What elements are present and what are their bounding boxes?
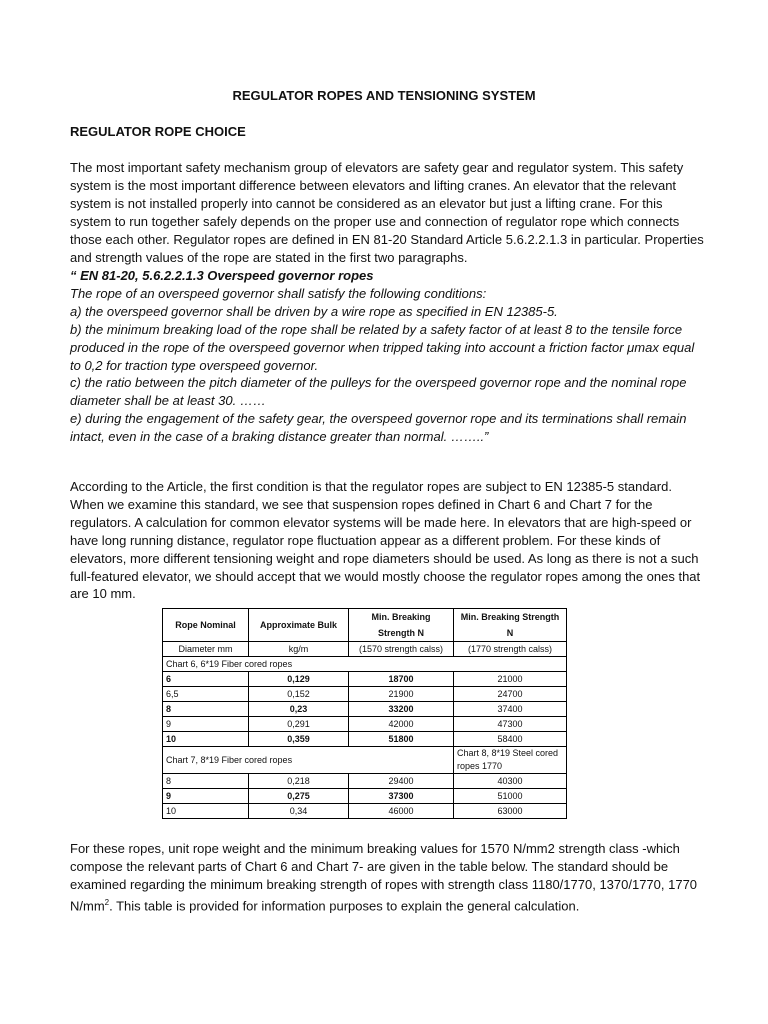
header-cell: Rope Nominal xyxy=(163,609,249,642)
cell-strength-1570: 37300 xyxy=(349,789,454,804)
cell-strength-1770: 47300 xyxy=(454,717,567,732)
cell-strength-1570: 21900 xyxy=(349,687,454,702)
table-header-row xyxy=(163,609,567,642)
rope-specs-table xyxy=(162,608,567,819)
cell-strength-1770: 24700 xyxy=(454,687,567,702)
cell-weight: 0,275 xyxy=(249,789,349,804)
cell-weight: 0,218 xyxy=(249,774,349,789)
chart8-label: Chart 8, 8*19 Steel cored ropes 1770 xyxy=(454,747,567,774)
cell-strength-1570: 29400 xyxy=(349,774,454,789)
cell-weight: 0,291 xyxy=(249,717,349,732)
superscript: 2 xyxy=(104,897,110,907)
header-cell: Approximate Bulk xyxy=(249,609,349,642)
quote-heading: “ EN 81-20, 5.6.2.2.1.3 Overspeed governor ropes xyxy=(70,268,374,283)
table-row xyxy=(163,717,567,732)
cell-diameter: 6 xyxy=(163,672,249,687)
table-section-row xyxy=(163,657,567,672)
cell-diameter: 6,5 xyxy=(163,687,249,702)
cell-diameter: 9 xyxy=(163,789,249,804)
cell-strength-1770: 21000 xyxy=(454,672,567,687)
cell-strength-1770: 51000 xyxy=(454,789,567,804)
cell-strength-1770: 63000 xyxy=(454,804,567,819)
cell-strength-1770: 40300 xyxy=(454,774,567,789)
analysis-paragraph: According to the Article, the first condition is that the regulator ropes are subject to EN 12385-5 standard. When we examine this standard, we see that suspension ropes defined in Chart 6 and Chart 7 for the regulators. A calculation for common elevator systems will be made here. In elevators that are high-speed or have long running distance, regulator rope fluctuation appear as a different problem. For these kinds of elevators, more different tensioning weight and rope diameters should be used. As long as there is not a such full-featured elevator, we should accept that we would mostly choose the regulator ropes among the ones that are 10 mm. xyxy=(70,479,701,602)
quote-line: b) the minimum breaking load of the rope shall be related by a safety factor of at least 8 to the tensile force produced in the rope of the overspeed governor when tripped taking into account a friction factor μmax equal to 0,2 for traction type overspeed governor. xyxy=(70,321,695,373)
quote-line: a) the overspeed governor shall be driven by a wire rope as specified in EN 12385-5. xyxy=(70,303,558,319)
quote-line: The rope of an overspeed governor shall satisfy the following conditions: xyxy=(70,285,487,301)
subheader-cell: (1570 strength calss) xyxy=(349,642,454,657)
header-cell: Min. Breaking Strength N xyxy=(454,609,567,642)
cell-strength-1570: 33200 xyxy=(349,702,454,717)
cell-strength-1770: 37400 xyxy=(454,702,567,717)
closing-text-end: . This table is provided for information purposes to explain the general calculation. xyxy=(109,898,580,914)
table-row xyxy=(163,672,567,687)
table-row xyxy=(163,804,567,819)
cell-strength-1570: 42000 xyxy=(349,717,454,732)
cell-diameter: 10 xyxy=(163,732,249,747)
cell-weight: 0,34 xyxy=(249,804,349,819)
quote-line: e) during the engagement of the safety gear, the overspeed governor rope and its terminations shall remain intact, even in the case of a braking distance greater than normal. ……..” xyxy=(70,411,687,445)
cell-weight: 0,359 xyxy=(249,732,349,747)
intro-paragraph: The most important safety mechanism group of elevators are safety gear and regulator system. This safety system is the most important difference between elevators and lifting cranes. An elevator that the relevant system is not installed properly into cannot be considered as an elevator but just a lifting crane. For this system to run together safely depends on the proper use and connection of regulator rope which connects those each other. Regulator ropes are defined in EN 81-20 Standard Article 5.6.2.2.1.3 in particular. Properties and strength values of the rope are stated in the first two paragraphs. xyxy=(70,160,704,265)
cell-weight: 0,23 xyxy=(249,702,349,717)
table-row xyxy=(163,732,567,747)
cell-strength-1570: 18700 xyxy=(349,672,454,687)
cell-strength-1570: 51800 xyxy=(349,732,454,747)
standard-quote xyxy=(70,267,704,446)
subheader-cell: kg/m xyxy=(249,642,349,657)
table-row xyxy=(163,774,567,789)
cell-diameter: 8 xyxy=(163,774,249,789)
cell-diameter: 8 xyxy=(163,702,249,717)
quote-line: c) the ratio between the pitch diameter of the pulleys for the overspeed governor rope and the nominal rope diameter shall be at least 30. …… xyxy=(70,375,687,409)
table-section-row xyxy=(163,747,567,774)
cell-strength-1770: 58400 xyxy=(454,732,567,747)
subheader-cell: Diameter mm xyxy=(163,642,249,657)
table-subheader-row xyxy=(163,642,567,657)
table-row xyxy=(163,702,567,717)
table-row xyxy=(163,687,567,702)
subheader-cell: (1770 strength calss) xyxy=(454,642,567,657)
chart7-label: Chart 7, 8*19 Fiber cored ropes xyxy=(163,747,454,774)
cell-weight: 0,129 xyxy=(249,672,349,687)
cell-diameter: 10 xyxy=(163,804,249,819)
closing-paragraph xyxy=(70,840,704,915)
cell-strength-1570: 46000 xyxy=(349,804,454,819)
table-row xyxy=(163,789,567,804)
closing-text: For these ropes, unit rope weight and the minimum breaking values for 1570 N/mm2 strength class -which compose the relevant parts of Chart 6 and Chart 7- are given in the table below. The standard should be examined regarding the minimum breaking strength of ropes with strength class 1180/1770, 1370/1770, 1770 N/mm xyxy=(70,841,698,914)
cell-diameter: 9 xyxy=(163,717,249,732)
cell-weight: 0,152 xyxy=(249,687,349,702)
header-cell: Min. Breaking Strength N xyxy=(349,609,454,642)
document-title: REGULATOR ROPES AND TENSIONING SYSTEM xyxy=(232,88,536,103)
chart6-label: Chart 6, 6*19 Fiber cored ropes xyxy=(163,657,567,672)
section-heading: REGULATOR ROPE CHOICE xyxy=(70,124,246,139)
